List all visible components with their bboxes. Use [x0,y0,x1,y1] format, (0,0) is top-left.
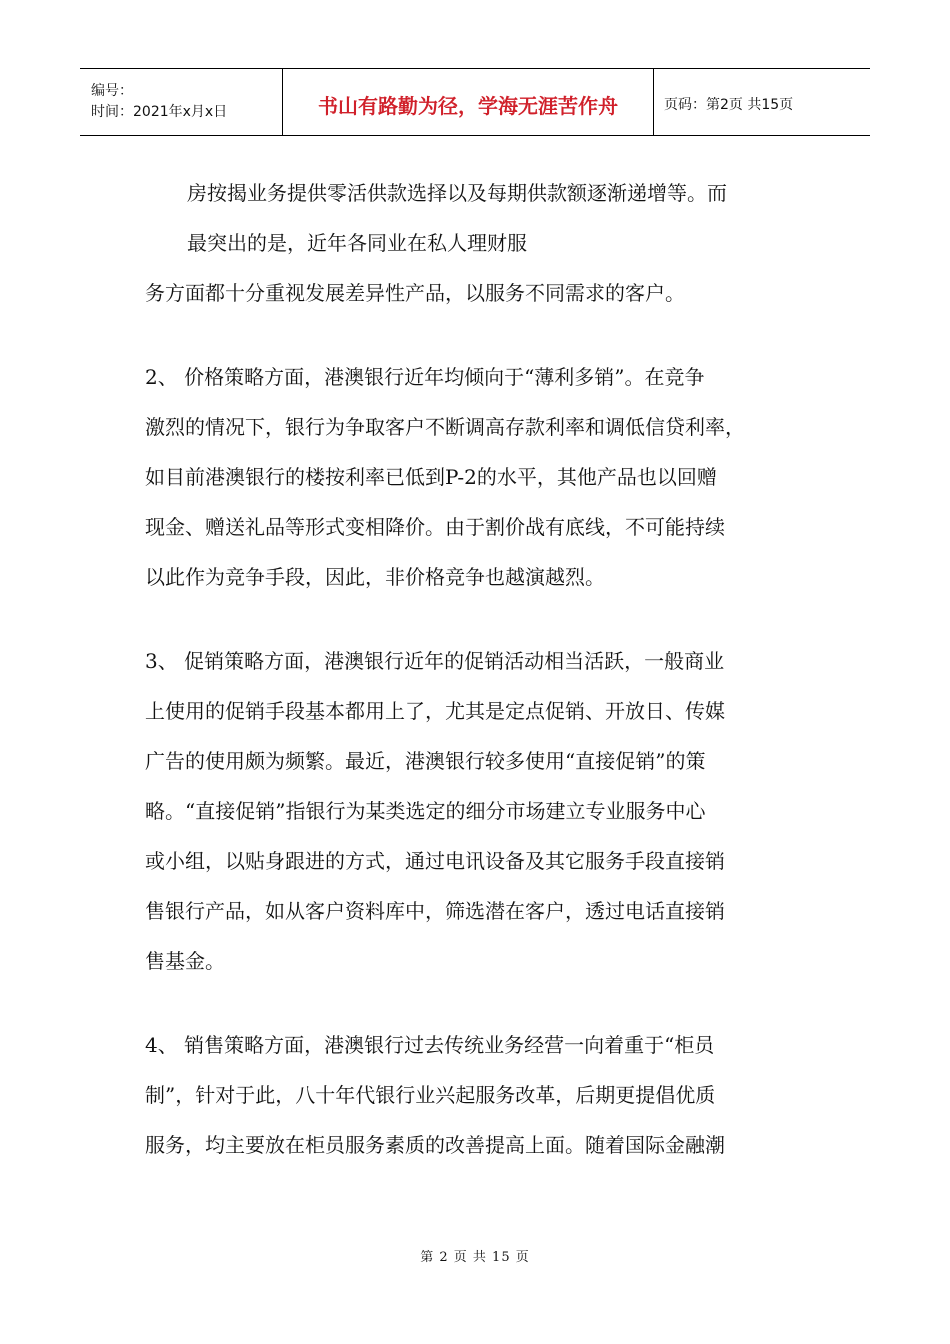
text-line: 略。“直接促销”指银行为某类选定的细分市场建立专业服务中心 [145,799,706,823]
text-line: 或小组，以贴身跟进的方式，通过电讯设备及其它服务手段直接销 [145,849,725,873]
paragraph-1 [145,168,817,318]
text-line: 最突出的是，近年各同业在私人理财服 [187,231,527,255]
text-line: 服务，均主要放在柜员服务素质的改善提高上面。随着国际金融潮 [145,1133,725,1157]
document-date: 时间：2021年x月x日 [91,104,228,120]
text-line: 售银行产品，如从客户资料库中，筛选潜在客户，透过电话直接销 [145,899,725,923]
paragraph-3 [145,636,817,986]
header-motto-cell [283,69,654,135]
header-motto: 书山有路勤为径，学海无涯苦作舟 [318,93,618,118]
paragraph-2 [145,352,817,602]
text-line: 上使用的促销手段基本都用上了，尤其是定点促销、开放日、传媒 [145,699,725,723]
text-line: 务方面都十分重视发展差异性产品，以服务不同需求的客户。 [145,281,685,305]
header-page-info: 页码：第2页 共15页 [664,97,794,113]
text-line: 制”，针对于此，八十年代银行业兴起服务改革，后期更提倡优质 [145,1083,716,1107]
text-line: 激烈的情况下，银行为争取客户不断调高存款利率和调低信贷利率， [145,415,745,439]
text-line: 3、 促销策略方面，港澳银行近年的促销活动相当活跃，一般商业 [145,649,725,673]
text-line: 广告的使用颇为频繁。最近，港澳银行较多使用“直接促销”的策 [145,749,706,773]
text-line: 4、 销售策略方面，港澳银行过去传统业务经营一向着重于“柜员 [145,1033,715,1057]
page-footer: 第 2 页 共 15 页 [420,1250,530,1265]
header-page-cell [654,69,870,135]
text-line: 以此作为竞争手段，因此，非价格竞争也越演越烈。 [145,565,605,589]
text-line: 2、 价格策略方面，港澳银行近年均倾向于“薄利多销”。在竞争 [145,365,705,389]
text-line: 售基金。 [145,949,225,973]
document-body [145,168,817,1170]
document-number-label: 编号： [91,83,133,99]
text-line: 如目前港澳银行的楼按利率已低到P-2的水平，其他产品也以回赠 [145,465,717,489]
text-line: 房按揭业务提供零活供款选择以及每期供款额逐渐递增等。而 [187,181,727,205]
header-meta [80,69,283,135]
text-line: 现金、赠送礼品等形式变相降价。由于割价战有底线，不可能持续 [145,515,725,539]
paragraph-4 [145,1020,817,1170]
page-header [80,68,870,136]
